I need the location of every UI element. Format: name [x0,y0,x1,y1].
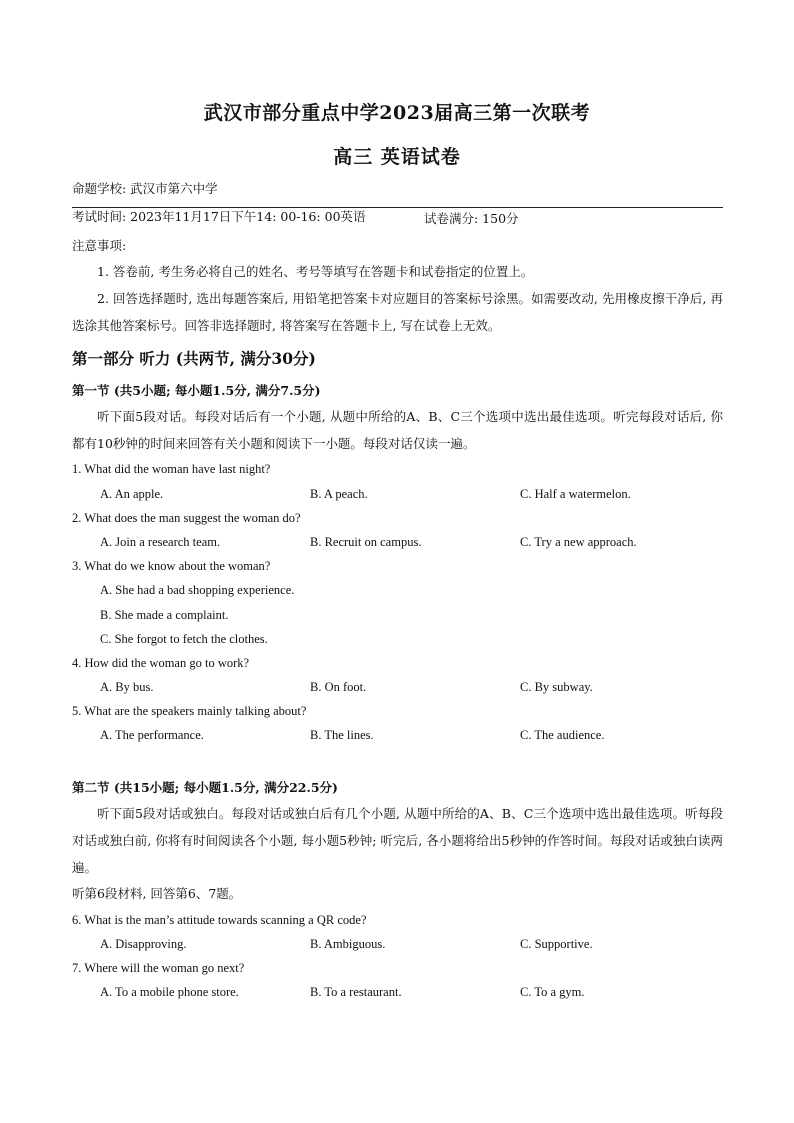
question-2: 2. What does the man suggest the woman do? [72,511,301,525]
q1-option-c: C. Half a watermelon. [520,487,631,501]
q5-option-c: C. The audience. [520,728,605,742]
q2-option-b: B. Recruit on campus. [310,535,422,549]
q7-option-a: A. To a mobile phone store. [100,985,239,999]
exam-title: 武汉市部分重点中学2023届高三第一次联考 [203,102,591,124]
full-score: 试卷满分: 150分 [424,211,519,226]
section1-instructions: 听下面5段对话。每段对话后有一个小题, 从题中所给的A、B、C三个选项中选出最佳选项。听完每段对话后, 你都有10秒钟的时间来回答有关小题和阅读下一小题。每段对话仅读一遍。 [72,409,723,451]
q4-option-b: B. On foot. [310,680,367,694]
q7-option-c: C. To a gym. [520,985,585,999]
q6-option-b: B. Ambiguous. [310,937,386,951]
q3-option-c: C. She forgot to fetch the clothes. [100,632,268,646]
q5-option-b: B. The lines. [310,728,374,742]
note-item-2: 2. 回答选择题时, 选出每题答案后, 用铅笔把答案卡对应题目的答案标号涂黑。如需要改动, 先用橡皮擦干净后, 再选涂其他答案标号。回答非选择题时, 将答案写在答题卡上, 写在试卷上无效。 [72,291,723,333]
question-4: 4. How did the woman go to work? [72,656,250,670]
q7-option-b: B. To a restaurant. [310,985,402,999]
exam-subtitle: 高三 英语试卷 [333,146,461,168]
q1-option-a: A. An apple. [100,487,164,501]
notes-heading: 注意事项: [72,238,127,253]
question-5: 5. What are the speakers mainly talking about? [72,704,307,718]
q5-option-a: A. The performance. [100,728,204,742]
school-line: 命题学校: 武汉市第六中学 [72,181,218,196]
part1-heading: 第一部分 听力 (共两节, 满分30分) [72,349,316,368]
section2-instructions: 听下面5段对话或独白。每段对话或独白后有几个小题, 从题中所给的A、B、C三个选项中选出最佳选项。听每段对话或独白前, 你将有时间阅读各个小题, 每小题5秒钟; 听完后, 各小题将给出5秒钟的作答时间。每段对话或独白读两遍。 [72,806,723,875]
q3-option-b: B. She made a complaint. [100,608,229,622]
question-3: 3. What do we know about the woman? [72,559,271,573]
q3-option-a: A. She had a bad shopping experience. [100,583,295,597]
header-divider [72,207,723,208]
q6-option-c: C. Supportive. [520,937,593,951]
exam-time: 考试时间: 2023年11月17日下午14: 00-16: 00英语 [72,209,366,224]
q1-option-b: B. A peach. [310,487,368,501]
question-6: 6. What is the man’s attitude towards scanning a QR code? [72,913,367,927]
question-1: 1. What did the woman have last night? [72,462,271,476]
q6-option-a: A. Disapproving. [100,937,187,951]
q4-option-a: A. By bus. [100,680,154,694]
q2-option-c: C. Try a new approach. [520,535,637,549]
section1-heading: 第一节 (共5小题; 每小题1.5分, 满分7.5分) [72,383,321,398]
material-note: 听第6段材料, 回答第6、7题。 [72,886,242,901]
q2-option-a: A. Join a research team. [100,535,221,549]
note-item-1: 1. 答卷前, 考生务必将自己的姓名、考号等填写在答题卡和试卷指定的位置上。 [97,264,534,279]
section2-heading: 第二节 (共15小题; 每小题1.5分, 满分22.5分) [72,780,338,795]
q4-option-c: C. By subway. [520,680,593,694]
question-7: 7. Where will the woman go next? [72,961,245,975]
